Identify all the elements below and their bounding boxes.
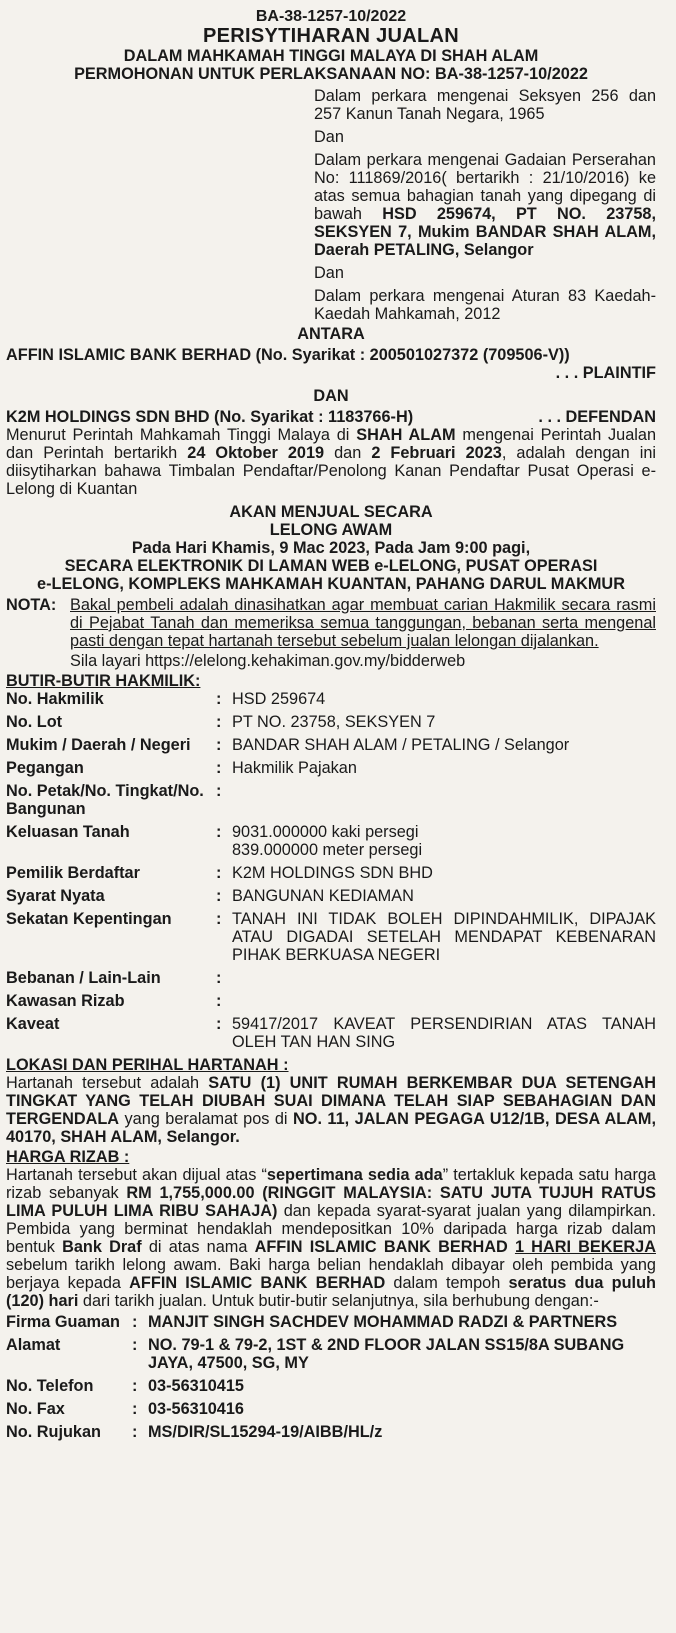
contact-colon: : bbox=[132, 1313, 138, 1331]
auction-venue-2: e-LELONG, KOMPLEKS MAHKAMAH KUANTAN, PAHANG DARUL MAKMUR bbox=[37, 575, 625, 593]
title-detail-key: No. Petak/No. Tingkat/No. Bangunan bbox=[6, 782, 204, 818]
title-detail-value bbox=[232, 964, 656, 987]
court-name: DALAM MAHKAMAH TINGGI MALAYA DI SHAH ALAM bbox=[123, 47, 539, 65]
reserve-bank-name-2: AFFIN ISLAMIC BANK BERHAD bbox=[129, 1274, 386, 1292]
title-detail-row bbox=[6, 818, 656, 859]
contact-key: Firma Guaman bbox=[6, 1313, 121, 1331]
title-detail-value bbox=[232, 754, 656, 777]
reserve-working-day: 1 HARI BEKERJA bbox=[514, 1238, 656, 1256]
contact-colon: : bbox=[132, 1423, 138, 1441]
contact-value: 03-56310416 bbox=[148, 1400, 244, 1418]
title-detail-key: Mukim / Daerah / Negeri bbox=[6, 736, 191, 754]
recital-rules: Dalam perkara mengenai Aturan 83 Kaedah-Kaedah Mahkamah, 2012 bbox=[314, 287, 656, 323]
title-detail-row bbox=[6, 708, 656, 731]
title-detail-value bbox=[232, 1010, 656, 1051]
title-detail-colon: : bbox=[216, 782, 222, 800]
title-details-table bbox=[6, 690, 656, 1051]
location-paragraph bbox=[6, 1074, 656, 1146]
title-detail-value-line: BANDAR SHAH ALAM / PETALING / Selangor bbox=[232, 736, 570, 754]
solicitor-contact-table bbox=[6, 1313, 656, 1441]
title-detail-row bbox=[6, 964, 656, 987]
title-detail-row bbox=[6, 987, 656, 1010]
title-detail-key: Kaveat bbox=[6, 1015, 60, 1033]
title-detail-value-line: PT NO. 23758, SEKSYEN 7 bbox=[232, 713, 436, 731]
title-detail-key: Kawasan Rizab bbox=[6, 992, 125, 1010]
title-detail-value bbox=[232, 690, 656, 708]
title-detail-value-line: TANAH INI TIDAK BOLEH DIPINDAHMILIK, DIPAJAK ATAU DIGADAI SETELAH MENDAPAT KEBENARAN PIHAK BERKUASA NEGERI bbox=[232, 910, 656, 964]
title-detail-key: Pemilik Berdaftar bbox=[6, 864, 140, 882]
defendant-name: K2M HOLDINGS SDN BHD (No. Syarikat : 1183766-H) bbox=[6, 408, 414, 426]
recital-dan-2: Dan bbox=[314, 264, 344, 282]
title-detail-key: No. Hakmilik bbox=[6, 690, 104, 708]
contact-key: Alamat bbox=[6, 1336, 61, 1354]
title-detail-colon: : bbox=[216, 1015, 222, 1033]
title-detail-value bbox=[232, 708, 656, 731]
auction-date: Pada Hari Khamis, 9 Mac 2023, Pada Jam 9:00 pagi, bbox=[131, 539, 531, 557]
contact-row bbox=[6, 1372, 656, 1395]
court-order-paragraph bbox=[6, 426, 656, 498]
property-description: SATU (1) UNIT RUMAH BERKEMBAR DUA SETENGAH TINGKAT YANG TELAH DIUBAH SUAI DIMANA TELAH SIAP SEBAHAGIAN DAN TERGENDALA bbox=[6, 1074, 656, 1128]
reserve-bank-name-1: AFFIN ISLAMIC BANK BERHAD bbox=[254, 1238, 508, 1256]
contact-value: MS/DIR/SL15294-19/AIBB/HL/z bbox=[148, 1423, 383, 1441]
title-detail-colon: : bbox=[216, 910, 222, 928]
recital-dan-1: Dan bbox=[314, 128, 344, 146]
title-detail-row bbox=[6, 859, 656, 882]
contact-value: NO. 79-1 & 79-2, 1ST & 2ND FLOOR JALAN SS15/8A SUBANG JAYA, 47500, SG, MY bbox=[148, 1336, 625, 1372]
title-detail-value-line: K2M HOLDINGS SDN BHD bbox=[232, 864, 433, 882]
reserve-payment-period: seratus dua puluh (120) hari bbox=[6, 1274, 656, 1310]
defendant-row bbox=[6, 408, 656, 426]
title-detail-value-line: 59417/2017 KAVEAT PERSENDIRIAN ATAS TANAH OLEH TAN HAN SING bbox=[232, 1015, 656, 1051]
recital-charge-title: HSD 259674, PT NO. 23758, SEKSYEN 7, Mukim BANDAR SHAH ALAM, Daerah PETALING, Selangor bbox=[314, 205, 656, 259]
contact-row bbox=[6, 1331, 656, 1372]
recital-land-code: Dalam perkara mengenai Seksyen 256 dan 257 Kanun Tanah Negara, 1965 bbox=[314, 87, 656, 123]
auction-venue-1: SECARA ELEKTRONIK DI LAMAN WEB e-LELONG, PUSAT OPERASI bbox=[64, 557, 598, 575]
order-text-4: , adalah dengan ini diisytiharkan bahawa Timbalan Pendaftar/Penolong Kanan Pendaftar Pusat Operasi e-Lelong di Kuantan bbox=[6, 444, 656, 498]
title-detail-row bbox=[6, 731, 656, 754]
title-detail-colon: : bbox=[216, 759, 222, 777]
title-detail-value bbox=[232, 987, 656, 1010]
title-detail-value-line: Hakmilik Pajakan bbox=[232, 759, 357, 777]
order-text-3: dan bbox=[324, 444, 372, 462]
title-detail-colon: : bbox=[216, 690, 222, 708]
title-detail-value bbox=[232, 731, 656, 754]
auction-line-1: AKAN MENJUAL SECARA bbox=[229, 503, 433, 521]
title-detail-key: No. Lot bbox=[6, 713, 63, 731]
title-detail-value bbox=[232, 882, 656, 905]
title-detail-colon: : bbox=[216, 887, 222, 905]
reserve-text-4: di atas nama bbox=[141, 1238, 255, 1256]
contact-row bbox=[6, 1313, 656, 1331]
case-reference: BA-38-1257-10/2022 bbox=[255, 8, 407, 25]
contact-key: No. Rujukan bbox=[6, 1423, 101, 1441]
order-text-2: mengenai Perintah Jualan dan Perintah bertarikh bbox=[6, 426, 657, 462]
contact-value: 03-56310415 bbox=[148, 1377, 244, 1395]
title-detail-value-line: 9031.000000 kaki persegi bbox=[232, 823, 419, 841]
location-heading: LOKASI DAN PERIHAL HARTANAH : bbox=[6, 1056, 289, 1074]
reserve-heading: HARGA RIZAB : bbox=[6, 1148, 130, 1166]
property-address: NO. 11, JALAN PEGAGA U12/1B, DESA ALAM, 40170, SHAH ALAM, Selangor. bbox=[6, 1110, 657, 1146]
reserve-text-2: ” tertakluk kepada satu harga rizab sebanyak bbox=[6, 1166, 656, 1202]
contact-row bbox=[6, 1395, 656, 1418]
title-detail-colon: : bbox=[216, 992, 222, 1010]
reserve-paragraph bbox=[6, 1166, 656, 1310]
reserve-text-7: dalam tempoh bbox=[385, 1274, 509, 1292]
title-detail-key: Keluasan Tanah bbox=[6, 823, 130, 841]
nota-label: NOTA: bbox=[6, 596, 57, 614]
auction-line-2: LELONG AWAM bbox=[269, 521, 393, 539]
title-detail-colon: : bbox=[216, 969, 222, 987]
title-detail-value-line: HSD 259674 bbox=[232, 690, 326, 708]
title-detail-key: Syarat Nyata bbox=[6, 887, 105, 905]
title-detail-key: Bebanan / Lain-Lain bbox=[6, 969, 161, 987]
reserve-price: RM 1,755,000.00 (RINGGIT MALAYSIA: SATU JUTA TUJUH RATUS LIMA PULUH LIMA RIBU SAHAJA) bbox=[6, 1184, 656, 1220]
reserve-text-8: dari tarikh jualan. Untuk butir-butir selanjutnya, sila berhubung dengan:- bbox=[78, 1292, 599, 1310]
title-detail-value bbox=[232, 777, 656, 818]
title-detail-value bbox=[232, 905, 656, 964]
contact-colon: : bbox=[132, 1400, 138, 1418]
title-detail-colon: : bbox=[216, 823, 222, 841]
page-title: PERISYTIHARAN JUALAN bbox=[202, 25, 460, 47]
recital-charge-text: Dalam perkara mengenai Gadaian Perserahan No: 111869/2016( bertarikh : 21/10/2016) ke atas semua bahagian tanah yang dipegang di bawah bbox=[314, 151, 656, 223]
reserve-bank-draft: Bank Draf bbox=[62, 1238, 142, 1256]
contact-key: No. Telefon bbox=[6, 1377, 94, 1395]
plaintiff-name: AFFIN ISLAMIC BANK BERHAD (No. Syarikat : 200501027372 (709506-V)) bbox=[6, 346, 570, 364]
title-detail-row bbox=[6, 690, 656, 708]
plaintiff-role: . . . PLAINTIF bbox=[555, 364, 656, 382]
antara-label: ANTARA bbox=[297, 325, 365, 343]
title-detail-key: Sekatan Kepentingan bbox=[6, 910, 172, 928]
order-court-location: SHAH ALAM bbox=[356, 426, 456, 444]
order-text-1: Menurut Perintah Mahkamah Tinggi Malaya di bbox=[6, 426, 357, 444]
reserve-text-6: sebelum tarikh lelong awam. Baki harga belian hendaklah dibayar oleh pembida yang berjaya kepada bbox=[6, 1256, 656, 1292]
auction-announcement bbox=[6, 503, 656, 593]
title-details-heading: BUTIR-BUTIR HAKMILIK: bbox=[6, 672, 201, 690]
location-text-1: Hartanah tersebut adalah bbox=[6, 1074, 209, 1092]
title-detail-key: Pegangan bbox=[6, 759, 84, 777]
nota-text: Bakal pembeli adalah dinasihatkan agar membuat carian Hakmilik secara rasmi di Pejabat Tanah dan memeriksa semua tanggungan, bebanan serta mengenal pasti dengan tepat hartanah tersebut sebelum jualan lelongan dijalankan. bbox=[70, 596, 656, 650]
reserve-as-is: sepertimana sedia ada bbox=[266, 1166, 443, 1184]
bidder-site-link[interactable]: Sila layari https://elelong.kehakiman.gov.my/bidderweb bbox=[70, 652, 466, 670]
recitals bbox=[314, 87, 656, 323]
contact-colon: : bbox=[132, 1336, 138, 1354]
dan-label: DAN bbox=[313, 387, 349, 405]
nota-block bbox=[6, 596, 656, 650]
reserve-text-1: Hartanah tersebut akan dijual atas “ bbox=[6, 1166, 267, 1184]
contact-value: MANJIT SINGH SACHDEV MOHAMMAD RADZI & PARTNERS bbox=[148, 1313, 618, 1331]
title-detail-colon: : bbox=[216, 736, 222, 754]
defendant-role: . . . DEFENDAN bbox=[538, 408, 656, 426]
contact-colon: : bbox=[132, 1377, 138, 1395]
title-detail-value bbox=[232, 818, 656, 859]
title-detail-value bbox=[232, 859, 656, 882]
reserve-text-5 bbox=[508, 1238, 515, 1256]
title-detail-row bbox=[6, 882, 656, 905]
title-detail-row bbox=[6, 1010, 656, 1051]
order-date-2: 2 Februari 2023 bbox=[371, 444, 502, 462]
title-detail-colon: : bbox=[216, 713, 222, 731]
recital-charge bbox=[314, 151, 656, 259]
reserve-text-3: dan kepada syarat-syarat jualan yang dilampirkan. Pembida yang berminat hendaklah mendepositkan 10% daripada harga rizab dalam bentuk bbox=[6, 1202, 656, 1256]
application-number: PERMOHONAN UNTUK PERLAKSANAAN NO: BA-38-1257-10/2022 bbox=[74, 65, 588, 83]
title-detail-row bbox=[6, 777, 656, 818]
order-date-1: 24 Oktober 2019 bbox=[187, 444, 325, 462]
title-detail-colon: : bbox=[216, 864, 222, 882]
contact-row bbox=[6, 1418, 656, 1441]
title-detail-value-line: BANGUNAN KEDIAMAN bbox=[232, 887, 414, 905]
title-detail-value-line-2: 839.000000 meter persegi bbox=[232, 841, 423, 859]
title-detail-row bbox=[6, 754, 656, 777]
contact-key: No. Fax bbox=[6, 1400, 65, 1418]
title-detail-row bbox=[6, 905, 656, 964]
location-text-2: yang beralamat pos di bbox=[119, 1110, 294, 1128]
